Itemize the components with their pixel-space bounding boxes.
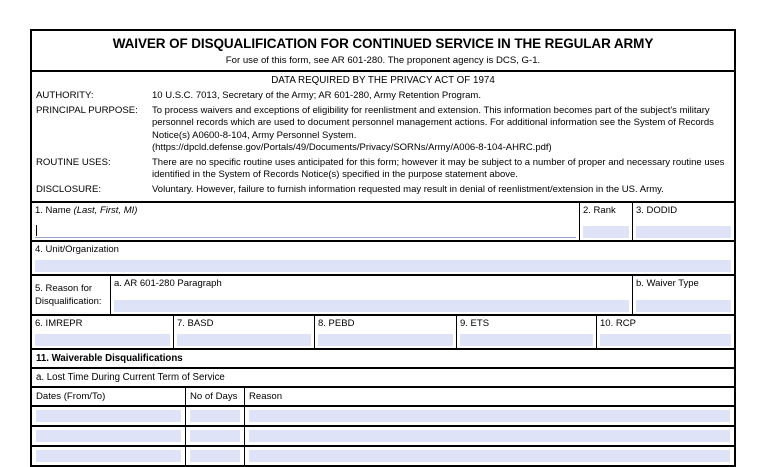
cell-dates xyxy=(32,447,186,465)
rcp-input[interactable] xyxy=(600,334,731,346)
column-header-dates: Dates (From/To) xyxy=(32,388,186,405)
unit-organization-row xyxy=(32,242,734,276)
pebd-field-cell xyxy=(315,316,457,348)
cell-days xyxy=(186,407,245,425)
pebd-label: 8. PEBD xyxy=(318,317,355,329)
waiver-type-label: b. Waiver Type xyxy=(636,277,699,289)
disclosure-text: Voluntary. However, failure to furnish information requested may result in denial of reenlistment/extension in the US. Army. xyxy=(152,183,664,195)
privacy-act-section xyxy=(32,72,734,203)
principal-purpose-text: To process waivers and exceptions of eligibility for reenlistment and extension. This information becomes part of the subject's military personnel records which are used to document personnel management actions. For additional information see the System of Records Notice(s) A0600-8-104, Army Personnel System. xyxy=(152,104,714,141)
waiver-form xyxy=(30,29,736,467)
column-header-days: No of Days xyxy=(186,388,245,405)
basd-label: 7. BASD xyxy=(177,317,214,329)
principal-purpose-label: PRINCIPAL PURPOSE: xyxy=(36,104,138,116)
privacy-disclosure-row xyxy=(32,183,734,198)
cell-dates xyxy=(32,427,186,445)
cell-days xyxy=(186,427,245,445)
principal-purpose-text-wrap xyxy=(152,105,734,155)
name-field-cell xyxy=(32,203,580,240)
column-header-reason: Reason xyxy=(249,390,283,402)
days-input[interactable] xyxy=(190,450,240,462)
privacy-routine-uses-row xyxy=(32,156,734,183)
paragraph-field-cell xyxy=(111,276,633,314)
unit-input[interactable] xyxy=(35,260,731,272)
reason-label-cell xyxy=(32,276,111,314)
dates-input[interactable] xyxy=(36,410,181,422)
privacy-principal-purpose-row xyxy=(32,104,734,156)
routine-uses-text: There are no specific routine uses anticipated for this form; however it may be subject to a number of proper and necessary routine uses identified in the System of Records Notice(s) specified in the purpose statement above. xyxy=(152,156,725,181)
rcp-label: 10. RCP xyxy=(600,317,636,329)
rcp-field-cell xyxy=(597,316,734,348)
basd-input[interactable] xyxy=(177,334,311,346)
imrepr-field-cell xyxy=(32,316,174,348)
table-row xyxy=(32,427,734,447)
dodid-label: 3. DODID xyxy=(636,204,678,216)
name-input[interactable] xyxy=(35,225,576,238)
dodid-field-cell xyxy=(633,203,734,240)
cell-reason xyxy=(245,427,734,445)
form-title: WAIVER OF DISQUALIFICATION FOR CONTINUED SERVICE IN THE REGULAR ARMY xyxy=(112,36,654,51)
basd-field-cell xyxy=(174,316,315,348)
days-input[interactable] xyxy=(190,410,240,422)
waiver-type-input[interactable] xyxy=(636,300,731,312)
disclosure-label: DISCLOSURE: xyxy=(36,183,102,195)
waiver-type-field-cell xyxy=(633,276,734,314)
reason-input[interactable] xyxy=(249,430,730,442)
form-header xyxy=(32,31,734,72)
routine-uses-label: ROUTINE USES: xyxy=(36,156,111,168)
form-subtitle: For use of this form, see AR 601-280. The proponent agency is DCS, G-1. xyxy=(225,54,541,66)
lost-time-subsection-header: a. Lost Time During Current Term of Service xyxy=(32,369,734,388)
table-row xyxy=(32,407,734,427)
authority-text: 10 U.S.C. 7013, Secretary of the Army; AR 601-280, Army Retention Program. xyxy=(152,90,481,102)
name-rank-dodid-row xyxy=(32,203,734,242)
dates-input[interactable] xyxy=(36,450,181,462)
waiverable-disqualifications-header: 11. Waiverable Disqualifications xyxy=(32,350,734,369)
imrepr-input[interactable] xyxy=(35,334,170,346)
dates-input[interactable] xyxy=(36,430,181,442)
imrepr-label: 6. IMREPR xyxy=(35,317,83,329)
privacy-act-heading: DATA REQUIRED BY THE PRIVACY ACT OF 1974 xyxy=(271,75,495,87)
reason-label-line1: 5. Reason for xyxy=(35,283,93,295)
rank-input[interactable] xyxy=(583,226,629,238)
reason-label-line2: Disqualification: xyxy=(35,296,102,308)
reason-disqualification-row xyxy=(32,276,734,316)
table-row xyxy=(32,447,734,467)
rank-field-cell xyxy=(580,203,633,240)
text-caret xyxy=(36,225,37,236)
cell-reason xyxy=(245,447,734,465)
reason-input[interactable] xyxy=(249,450,730,462)
privacy-authority-row xyxy=(32,89,734,104)
principal-purpose-url: (https://dpcld.defense.gov/Portals/49/Documents/Privacy/SORNs/Army/A006-8-104-AHRC.pdf) xyxy=(152,142,552,154)
pebd-input[interactable] xyxy=(318,334,453,346)
cell-days xyxy=(186,447,245,465)
unit-field-cell xyxy=(32,242,734,274)
ets-label: 9. ETS xyxy=(460,317,490,329)
cell-dates xyxy=(32,407,186,425)
paragraph-label: a. AR 601-280 Paragraph xyxy=(114,277,222,289)
dodid-input[interactable] xyxy=(636,226,731,238)
rank-label: 2. Rank xyxy=(583,204,616,216)
days-input[interactable] xyxy=(190,430,240,442)
ets-input[interactable] xyxy=(460,334,593,346)
paragraph-input[interactable] xyxy=(114,300,629,312)
authority-label: AUTHORITY: xyxy=(36,90,94,102)
reason-input[interactable] xyxy=(249,410,730,422)
ets-field-cell xyxy=(457,316,597,348)
name-label: 1. Name (Last, First, MI) xyxy=(35,204,138,216)
unit-label: 4. Unit/Organization xyxy=(35,243,119,255)
cell-reason xyxy=(245,407,734,425)
lost-time-table-header xyxy=(32,388,734,407)
service-dates-row xyxy=(32,316,734,350)
